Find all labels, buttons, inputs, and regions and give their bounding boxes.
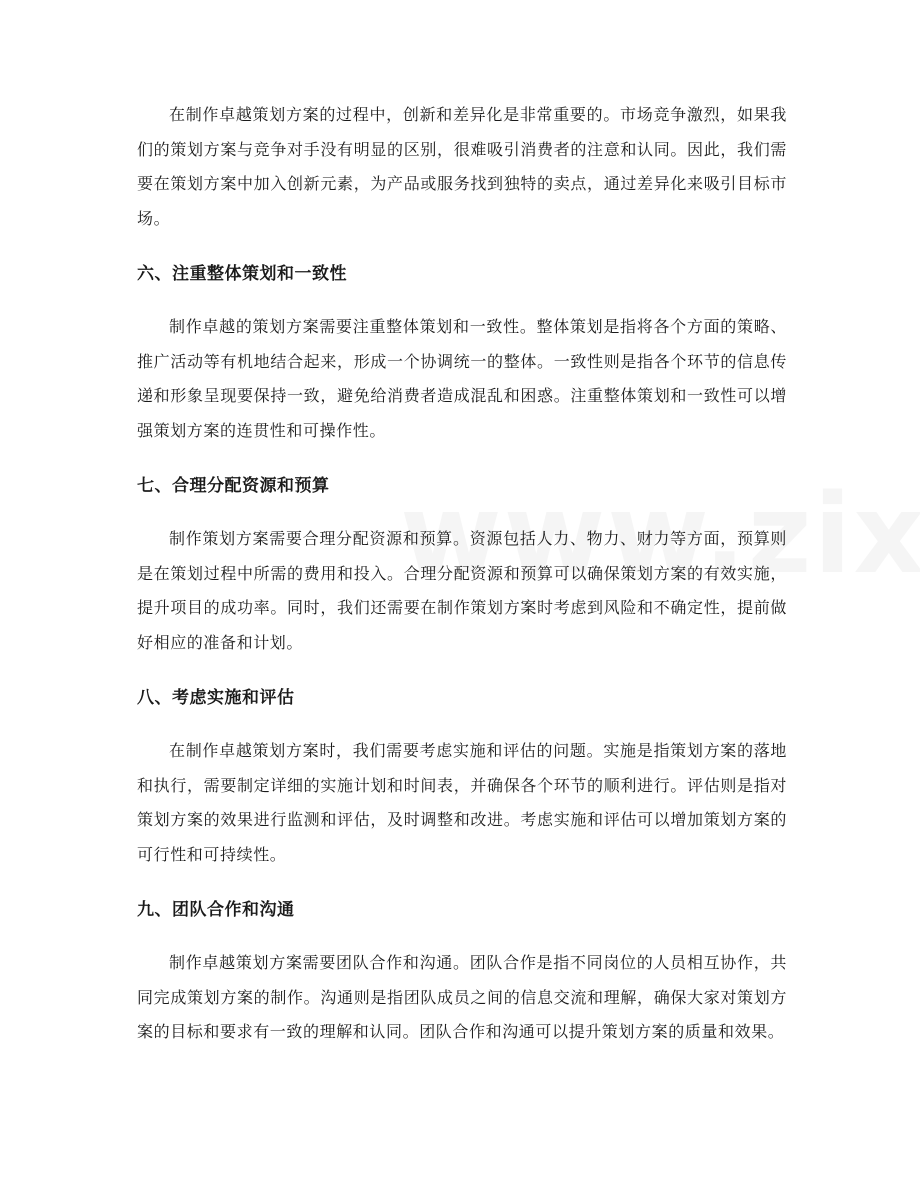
paragraph-implementation: 在制作卓越策划方案时，我们需要考虑实施和评估的问题。实施是指策划方案的落地和执行，需要制定详细的实施计划和时间表，并确保各个环节的顺利进行。评估则是指对策划方案的效果进行监测和评估，及时调整和改进。考虑实施和评估可以增加策划方案的可行性和可持续性。 — [137, 741, 787, 864]
paragraph-innovation: 在制作卓越策划方案的过程中，创新和差异化是非常重要的。市场竞争激烈，如果我们的策划方案与竞争对手没有明显的区别，很难吸引消费者的注意和认同。因此，我们需要在策划方案中加入创新元素，为产品或服务找到独特的卖点，通过差异化来吸引目标市场。 — [137, 105, 787, 228]
paragraph-teamwork: 制作卓越策划方案需要团队合作和沟通。团队合作是指不同岗位的人员相互协作，共同完成策划方案的制作。沟通则是指团队成员之间的信息交流和理解，确保大家对策划方案的目标和要求有一致的理解和认同。团队合作和沟通可以提升策划方案的质量和效果。 — [137, 953, 787, 1041]
section-heading-9: 九、团队合作和沟通 — [137, 900, 295, 920]
paragraph-resources: 制作策划方案需要合理分配资源和预算。资源包括人力、物力、财力等方面，预算则是在策划过程中所需的费用和投入。合理分配资源和预算可以确保策划方案的有效实施，提升项目的成功率。同时，我们还需要在制作策划方案时考虑到风险和不确定性，提前做好相应的准备和计划。 — [137, 529, 787, 652]
paragraph-consistency: 制作卓越的策划方案需要注重整体策划和一致性。整体策划是指将各个方面的策略、推广活动等有机地结合起来，形成一个协调统一的整体。一致性则是指各个环节的信息传递和形象呈现要保持一致，避免给消费者造成混乱和困惑。注重整体策划和一致性可以增强策划方案的连贯性和可操作性。 — [137, 317, 787, 440]
document-body — [137, 98, 787, 1050]
section-heading-8: 八、考虑实施和评估 — [137, 688, 295, 708]
section-heading-6: 六、注重整体策划和一致性 — [137, 264, 347, 284]
section-heading-7: 七、合理分配资源和预算 — [137, 476, 330, 496]
